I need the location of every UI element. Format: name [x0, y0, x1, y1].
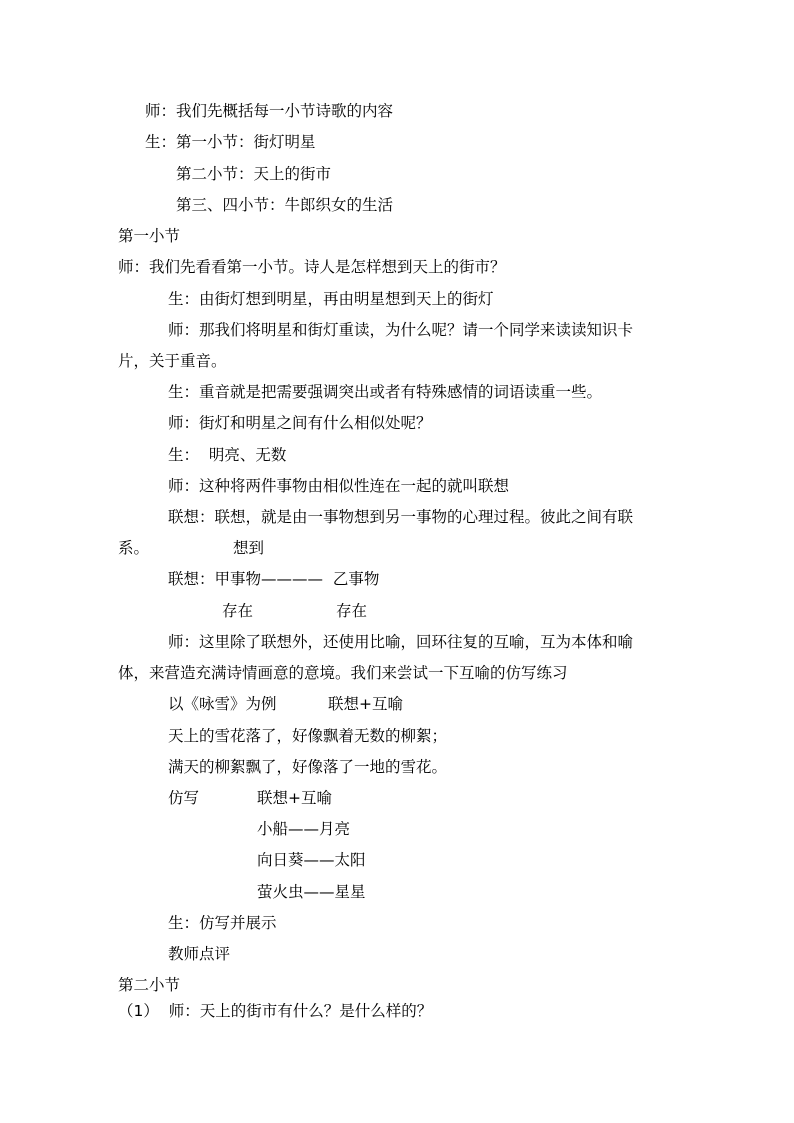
text-line: 生： 明亮、无数	[168, 446, 287, 464]
text-line: 生：重音就是把需要强调突出或者有特殊感情的词语读重一些。	[168, 383, 603, 401]
text-line: 师：我们先概括每一小节诗歌的内容	[145, 102, 394, 120]
text-line: 第二小节：天上的街市	[176, 165, 332, 183]
text-line: 生：第一小节：街灯明星	[145, 133, 316, 151]
text-line: （1） 师：天上的街市有什么？是什么样的？	[118, 1002, 433, 1020]
text-line: 师：我们先看看第一小节。诗人是怎样想到天上的街市？	[118, 258, 506, 276]
text-line: 师：街灯和明星之间有什么相似处呢？	[168, 414, 432, 432]
section-heading: 第二小节	[118, 976, 181, 994]
text-line: 生：仿写并展示	[168, 914, 277, 932]
text-line: 小船——月亮	[257, 820, 351, 838]
text-line: 教师点评	[168, 945, 231, 963]
text-line: 向日葵——太阳	[257, 851, 366, 869]
text-line: 天上的雪花落了，好像飘着无数的柳絮；	[168, 727, 448, 745]
text-line: 萤火虫——星星	[257, 883, 366, 901]
text-line: 师：这里除了联想外，还使用比喻，回环往复的互喻，互为本体和喻	[168, 633, 634, 651]
text-line: 联想+互喻	[328, 695, 403, 713]
text-line: 以《咏雪》为例	[168, 695, 277, 713]
text-line: 系。	[118, 539, 150, 557]
text-line: 第三、四小节：牛郎织女的生活	[176, 196, 394, 214]
text-line: 满天的柳絮飘了，好像落了一地的雪花。	[168, 758, 448, 776]
text-line: 仿写	[168, 789, 200, 807]
text-line: 师：这种将两件事物由相似性连在一起的就叫联想	[168, 477, 510, 495]
diagram-label: 存在	[336, 602, 368, 620]
text-line: 体，来营造充满诗情画意的意境。我们来尝试一下互喻的仿写练习	[118, 664, 568, 682]
text-line: 师：那我们将明星和街灯重读，为什么呢？请一个同学来读读知识卡	[168, 321, 634, 339]
text-line: 联想：甲事物———— 乙事物	[168, 570, 380, 588]
diagram-label: 存在	[222, 602, 254, 620]
diagram-label: 想到	[233, 539, 265, 557]
text-line: 生：由街灯想到明星，再由明星想到天上的街灯	[168, 290, 494, 308]
text-line: 联想+互喻	[257, 789, 332, 807]
text-line: 联想：联想，就是由一事物想到另一事物的心理过程。彼此之间有联	[168, 508, 634, 526]
text-line: 片，关于重音。	[118, 352, 227, 370]
section-heading: 第一小节	[118, 227, 181, 245]
